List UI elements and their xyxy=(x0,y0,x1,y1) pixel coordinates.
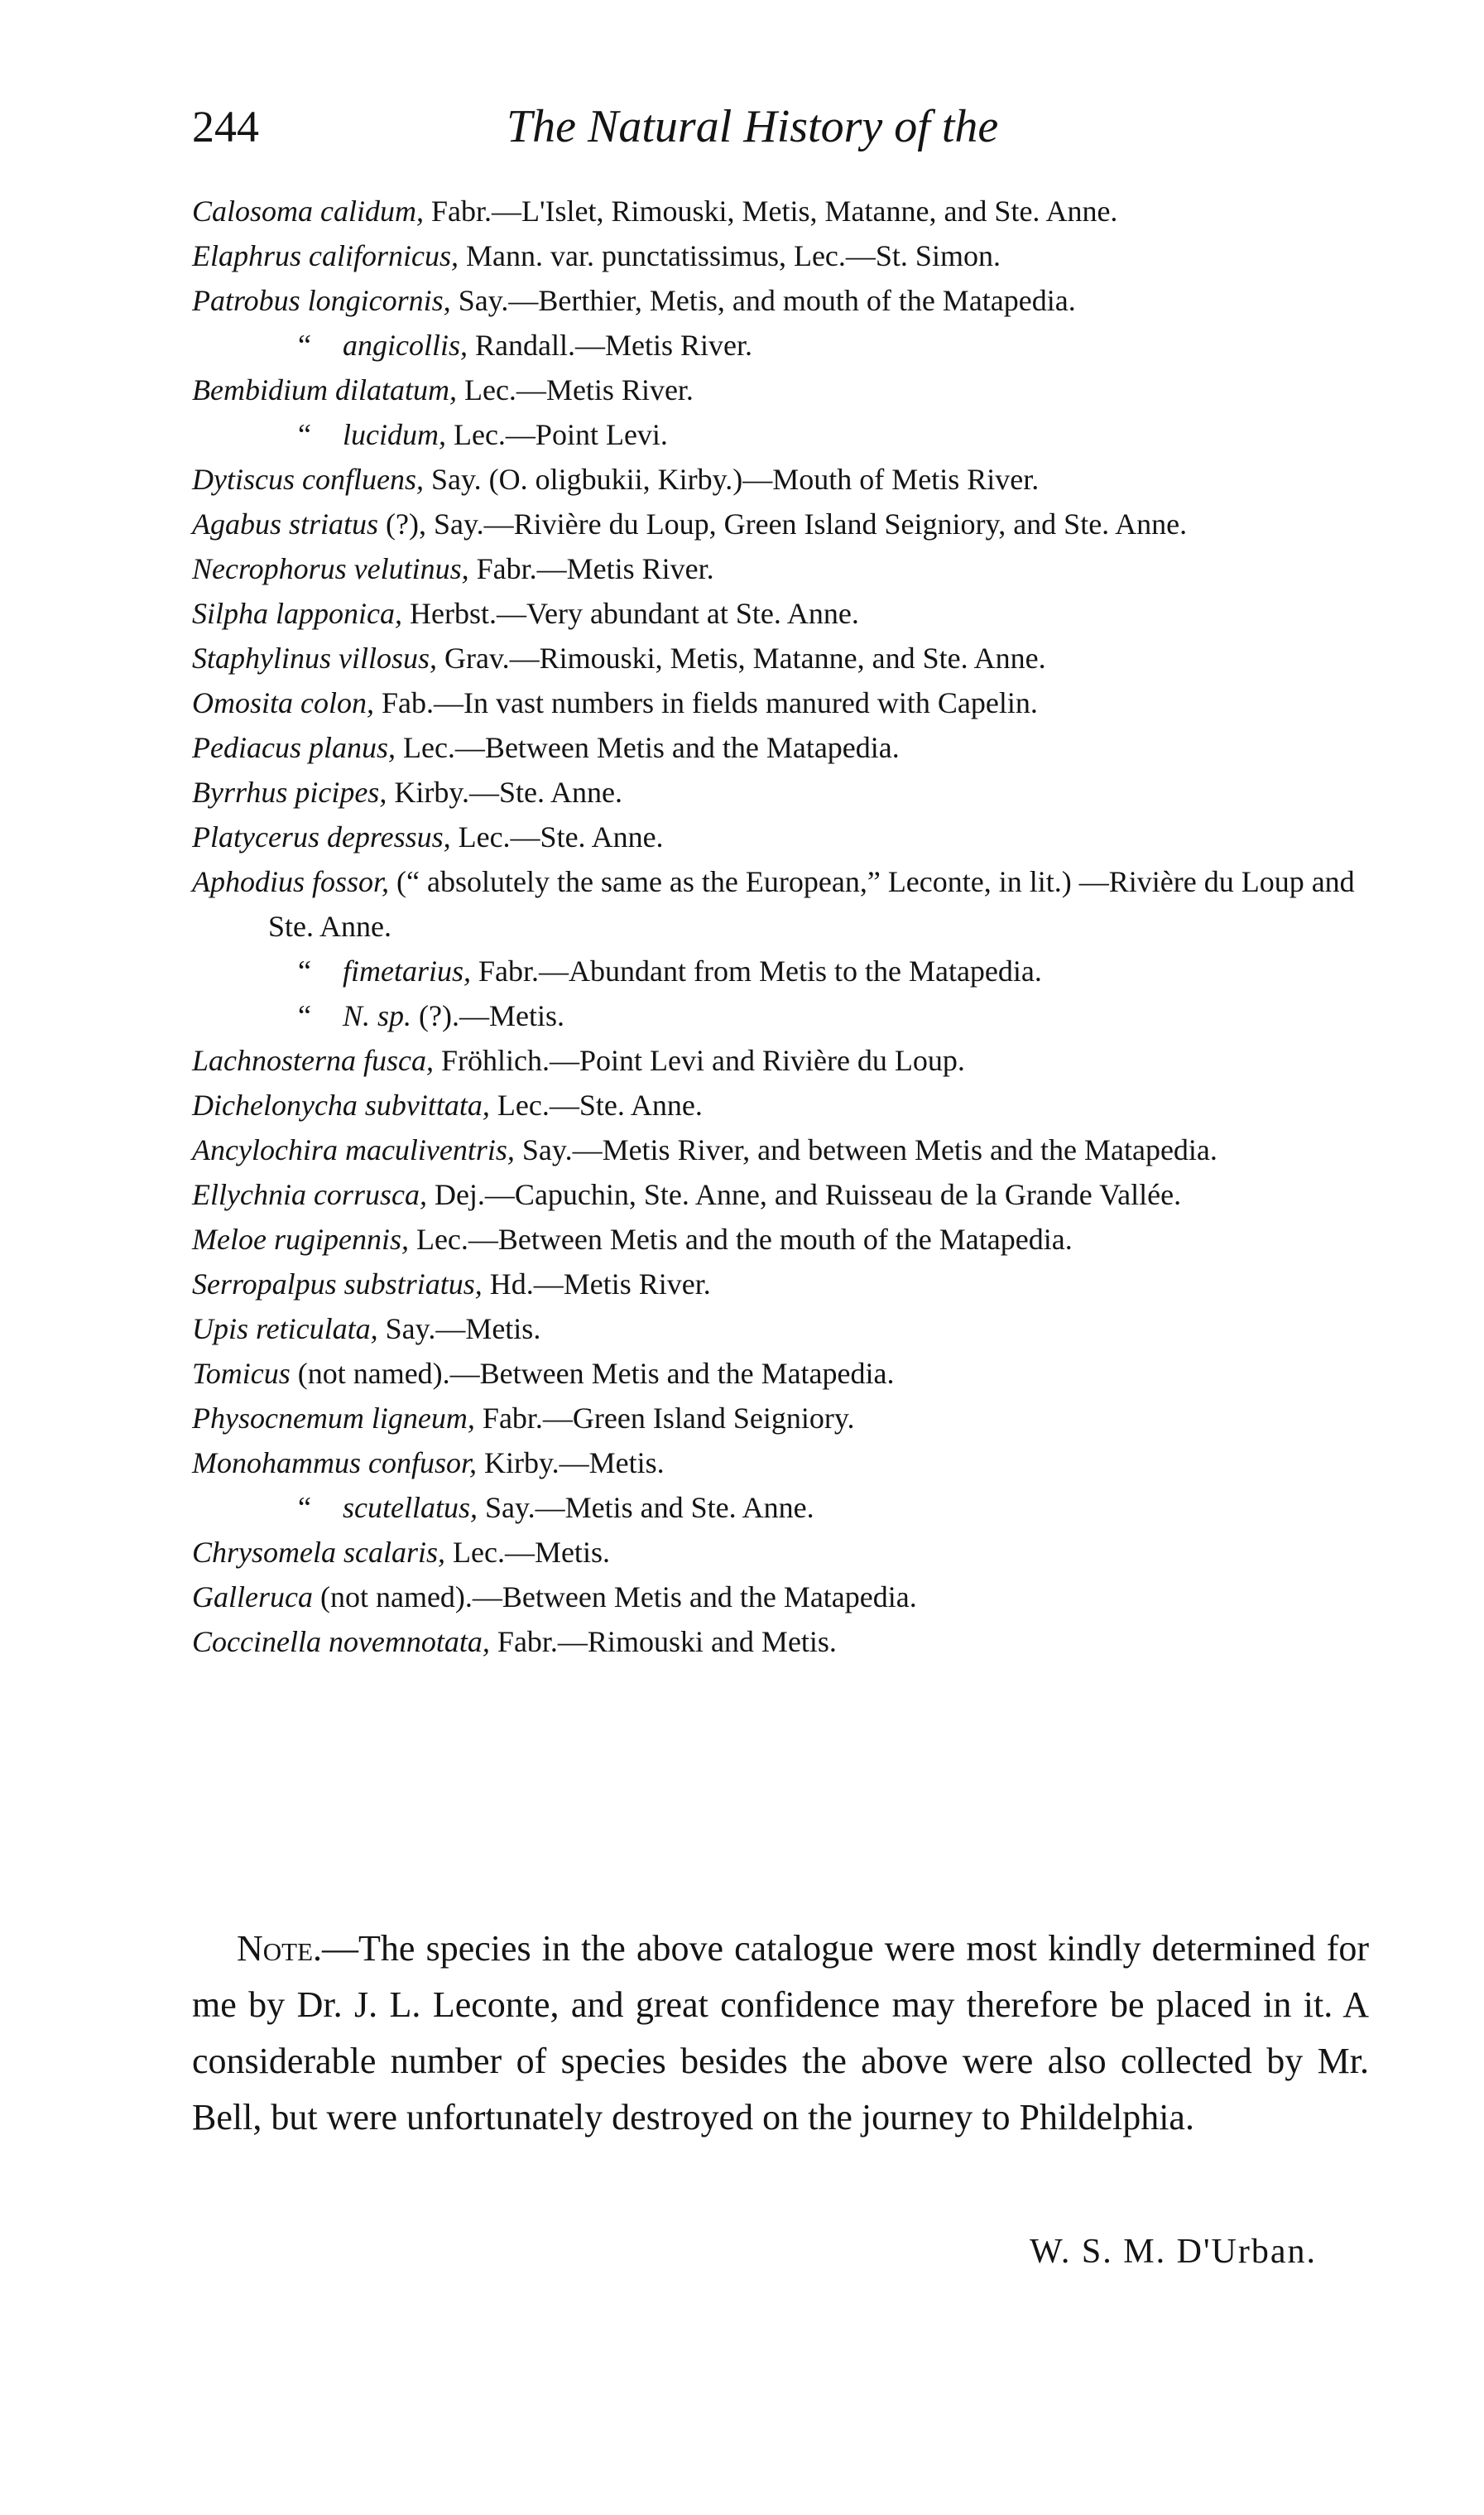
catalogue-entry xyxy=(192,815,1384,859)
entry-details: Grav.—Rimouski, Metis, Matanne, and Ste. Anne. xyxy=(437,642,1046,675)
catalogue-entry xyxy=(192,1530,1384,1575)
entry-details: Lec.—Point Levi. xyxy=(445,418,668,451)
catalogue-entry xyxy=(192,1217,1384,1262)
catalogue-entry xyxy=(192,189,1384,233)
entry-details: Lec.—Ste. Anne. xyxy=(489,1089,703,1122)
entry-details: Say.—Metis and Ste. Anne. xyxy=(477,1491,814,1524)
entry-details: (?), Say.—Rivière du Loup, Green Island Seigniory, and Ste. Anne. xyxy=(378,507,1188,541)
entry-details: Herbst.—Very abundant at Ste. Anne. xyxy=(402,597,859,630)
catalogue-entry xyxy=(192,949,1384,993)
species-name: Ellychnia corrusca, xyxy=(192,1178,427,1211)
catalogue-entry xyxy=(192,725,1384,770)
entry-details: Fabr.—L'Islet, Rimouski, Metis, Matanne, and Ste. Anne. xyxy=(424,195,1118,228)
catalogue-entry xyxy=(192,591,1384,636)
species-name: Aphodius fossor, xyxy=(192,865,390,898)
species-name: Omosita colon, xyxy=(192,686,374,719)
species-name: N. sp. xyxy=(343,999,412,1032)
entry-details: Say. (O. oligbukii, Kirby.)—Mouth of Metis River. xyxy=(423,463,1040,496)
entry-details: Fabr.—Rimouski and Metis. xyxy=(489,1625,837,1658)
entry-details: Lec.—Metis River. xyxy=(456,373,694,406)
entry-details: Say.—Berthier, Metis, and mouth of the Matapedia. xyxy=(450,284,1076,317)
catalogue-entry xyxy=(192,546,1384,591)
species-name: Staphylinus villosus, xyxy=(192,642,437,675)
species-name: Elaphrus californicus, xyxy=(192,239,459,272)
entry-details: (?).—Metis. xyxy=(411,999,564,1032)
catalogue-entry xyxy=(192,323,1384,368)
species-name: Platycerus depressus, xyxy=(192,820,451,854)
catalogue-entry xyxy=(192,1083,1384,1128)
species-name: Ancylochira maculiventris, xyxy=(192,1133,515,1166)
catalogue-entry xyxy=(192,1306,1384,1351)
catalogue-entry xyxy=(192,278,1384,323)
catalogue-entry xyxy=(192,993,1384,1038)
entry-details: Fabr.—Abundant from Metis to the Matapedia. xyxy=(471,955,1042,988)
catalogue-entry xyxy=(192,457,1384,502)
catalogue-entry xyxy=(192,1172,1384,1217)
species-name: Physocnemum ligneum, xyxy=(192,1402,475,1435)
species-catalogue xyxy=(192,189,1384,1664)
species-name: Galleruca xyxy=(192,1580,313,1613)
ditto-mark: “ xyxy=(298,329,311,362)
entry-details: (not named).—Between Metis and the Matapedia. xyxy=(290,1357,895,1390)
ditto-mark: “ xyxy=(298,418,311,451)
entry-details: Mann. var. punctatissimus, Lec.—St. Simon. xyxy=(459,239,1001,272)
species-name: lucidum, xyxy=(343,418,446,451)
catalogue-entry xyxy=(192,859,1384,949)
note-paragraph xyxy=(192,1921,1369,2146)
species-name: Chrysomela scalaris, xyxy=(192,1536,445,1569)
running-title: The Natural History of the xyxy=(507,101,999,152)
entry-details: Hd.—Metis River. xyxy=(482,1267,711,1301)
species-name: Lachnosterna fusca, xyxy=(192,1044,434,1077)
note-label: Note. xyxy=(237,1928,323,1969)
catalogue-entry xyxy=(192,1128,1384,1172)
catalogue-entry xyxy=(192,1619,1384,1664)
species-name: angicollis, xyxy=(343,329,468,362)
catalogue-entry xyxy=(192,502,1384,546)
author-signature: W. S. M. D'Urban. xyxy=(1030,2233,1317,2271)
catalogue-entry xyxy=(192,368,1384,412)
ditto-mark: “ xyxy=(298,999,311,1032)
catalogue-entry xyxy=(192,636,1384,680)
entry-details: Fabr.—Green Island Seigniory. xyxy=(474,1402,855,1435)
species-name: scutellatus, xyxy=(343,1491,478,1524)
entry-details: Fabr.—Metis River. xyxy=(468,552,714,585)
page-header xyxy=(192,89,1377,164)
entry-details: Say.—Metis River, and between Metis and the Matapedia. xyxy=(514,1133,1217,1166)
species-name: Bembidium dilatatum, xyxy=(192,373,457,406)
entry-details: Dej.—Capuchin, Ste. Anne, and Ruisseau de la Grande Vallée. xyxy=(426,1178,1182,1211)
catalogue-entry xyxy=(192,770,1384,815)
species-name: Silpha lapponica, xyxy=(192,597,402,630)
catalogue-entry xyxy=(192,1351,1384,1396)
entry-details: Fröhlich.—Point Levi and Rivière du Loup. xyxy=(434,1044,965,1077)
entry-details: Kirby.—Metis. xyxy=(477,1446,665,1479)
species-name: Tomicus xyxy=(192,1357,291,1390)
entry-details: Say.—Metis. xyxy=(377,1312,541,1345)
catalogue-entry xyxy=(192,1396,1384,1440)
species-name: Dichelonycha subvittata, xyxy=(192,1089,490,1122)
entry-details: Randall.—Metis River. xyxy=(468,329,752,362)
species-name: Dytiscus confluens, xyxy=(192,463,424,496)
entry-details: Lec.—Metis. xyxy=(445,1536,610,1569)
note-text: —The species in the above catalogue were most kindly determined for me by Dr. J. L. Leconte, and great confidence may therefore be placed in it. A considerable number of species besides the above were also collected by Mr. Bell, but were unfortunately destroyed on the journey to Phildelphia. xyxy=(192,1928,1369,2138)
ditto-mark: “ xyxy=(298,955,311,988)
entry-details: Kirby.—Ste. Anne. xyxy=(387,776,622,809)
species-name: Monohammus confusor, xyxy=(192,1446,478,1479)
species-name: Coccinella novemnotata, xyxy=(192,1625,490,1658)
catalogue-entry xyxy=(192,412,1384,457)
species-name: Patrobus longicornis, xyxy=(192,284,451,317)
catalogue-entry xyxy=(192,1485,1384,1530)
species-name: Calosoma calidum, xyxy=(192,195,425,228)
entry-details: Lec.—Ste. Anne. xyxy=(450,820,664,854)
species-name: fimetarius, xyxy=(343,955,472,988)
catalogue-entry xyxy=(192,1038,1384,1083)
species-name: Agabus striatus xyxy=(192,507,379,541)
entry-details: (“ absolutely the same as the European,” Leconte, in lit.) —Rivière du Loup and Ste. Anne. xyxy=(268,865,1355,943)
species-name: Upis reticulata, xyxy=(192,1312,378,1345)
catalogue-entry xyxy=(192,680,1384,725)
entry-details: Fab.—In vast numbers in fields manured with Capelin. xyxy=(374,686,1038,719)
page-number: 244 xyxy=(192,102,259,151)
entry-details: Lec.—Between Metis and the Matapedia. xyxy=(395,731,900,764)
species-name: Byrrhus picipes, xyxy=(192,776,387,809)
catalogue-entry xyxy=(192,1262,1384,1306)
catalogue-entry xyxy=(192,1575,1384,1619)
entry-details: Lec.—Between Metis and the mouth of the Matapedia. xyxy=(408,1223,1073,1256)
catalogue-entry xyxy=(192,233,1384,278)
species-name: Pediacus planus, xyxy=(192,731,396,764)
species-name: Meloe rugipennis, xyxy=(192,1223,409,1256)
species-name: Serropalpus substriatus, xyxy=(192,1267,483,1301)
species-name: Necrophorus velutinus, xyxy=(192,552,469,585)
ditto-mark: “ xyxy=(298,1491,311,1524)
catalogue-entry xyxy=(192,1440,1384,1485)
entry-details: (not named).—Between Metis and the Matapedia. xyxy=(312,1580,917,1613)
